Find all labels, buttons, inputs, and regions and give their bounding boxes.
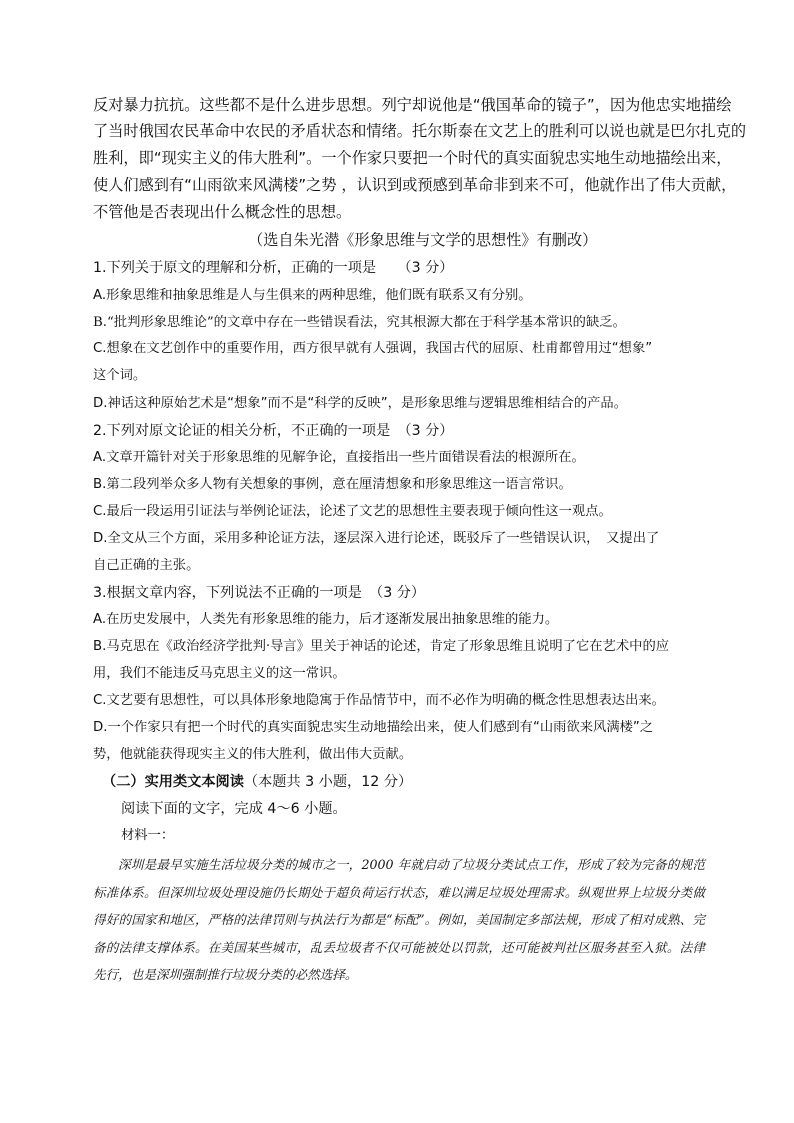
section-instruction: 阅读下面的文字，完成 4～6 小题。 bbox=[121, 801, 347, 817]
option-d: D.一个作家只有把一个时代的真实面貌忠实生动地描绘出来，使人们感到有“山雨欲来风满楼”之 bbox=[93, 720, 654, 735]
option-c: C.想象在文艺创作中的重要作用，西方很早就有人强调，我国古代的屈原、杜甫都曾用过“想象” bbox=[93, 341, 653, 356]
material-label: 材料一： bbox=[121, 828, 175, 843]
option-c: C.最后一段运用引证法与举例论证法，论述了文艺的思想性主要表现于倾向性这一观点。 bbox=[93, 504, 612, 519]
passage-line: 不管他是否表现出什么概念性的思想。 bbox=[93, 203, 352, 221]
material-paragraph bbox=[93, 851, 705, 989]
option-a: A.形象思维和抽象思维是人与生俱来的两种思维，他们既有联系又有分别。 bbox=[93, 288, 532, 303]
option-a: A.在历史发展中，人类先有形象思维的能力，后才逐渐发展出抽象思维的能力。 bbox=[93, 612, 559, 627]
option-b: B.“批判形象思维论”的文章中存在一些错误看法，究其根源大都在于科学基本常识的缺乏。 bbox=[93, 315, 626, 330]
option-d-cont: 势，他就能获得现实主义的伟大胜利，做出伟大贡献。 bbox=[93, 747, 413, 762]
option-a: A.文章开篇针对关于形象思维的见解争论，直接指出一些片面错误看法的根源所在。 bbox=[93, 450, 585, 465]
passage-line: 胜利，即“现实主义的伟大胜利”。一个作家只要把一个时代的真实面貌忠实地生动地描绘出来， bbox=[93, 149, 732, 167]
option-b: B.马克思在《政治经济学批判·导言》里关于神话的论述，肯定了形象思维且说明了它在艺术中的应 bbox=[93, 639, 670, 654]
question-stem: 1.下列关于原文的理解和分析，正确的一项是 （3 分） bbox=[93, 260, 454, 276]
option-d-cont: 自己正确的主张。 bbox=[93, 558, 200, 573]
passage-line: 反对暴力抗抗。这些都不是什么进步思想。列宁却说他是“俄国革命的镜子”，因为他忠实地描绘 bbox=[93, 96, 732, 114]
section-heading bbox=[102, 772, 412, 792]
passage-line: 使人们感到有“山雨欲来风满楼”之势 ，认识到或预感到革命非到来不可，他就作出了伟大贡献， bbox=[93, 176, 737, 194]
option-c: C.文艺要有思想性，可以具体形象地隐寓于作品情节中，而不必作为明确的概念性思想表达出来。 bbox=[93, 693, 665, 708]
option-d: D.神话这种原始艺术是“想象”而不是“科学的反映”，是形象思维与逻辑思维相结合的产品。 bbox=[93, 396, 628, 411]
question-stem: 2.下列对原文论证的相关分析，不正确的一项是 （3 分） bbox=[93, 423, 454, 439]
section-heading-note: （本题共 3 小题，12 分） bbox=[243, 774, 413, 790]
material-text: 深圳是最早实施生活垃圾分类的城市之一，2000 年就启动了垃圾分类试点工作，形成了较为完备的规范标准体系。但深圳垃圾处理设施仍长期处于超负荷运行状态，难以满足垃圾处理需求。纵观世界上垃圾分类做得好的国家和地区，严格的法律罚则与执法行为都是“标配”。例如，美国制定多部法规，形成了相对成熟、完备的法律支撑体系。在美国某些城市，乱丢垃圾者不仅可能被处以罚款，还可能被判社区服务甚至入狱。法律先行，也是深圳强制推行垃圾分类的必然选择。 bbox=[93, 857, 705, 982]
question-stem: 3.根据文章内容，下列说法不正确的一项是 （3 分） bbox=[93, 585, 426, 601]
section-heading-title: （二）实用类文本阅读 bbox=[102, 774, 244, 790]
option-b: B.第二段列举众多人物有关想象的事例，意在厘清想象和形象思维这一语言常识。 bbox=[93, 477, 572, 492]
option-b-cont: 用，我们不能违反马克思主义的这一常识。 bbox=[93, 666, 346, 681]
source-citation: （选自朱光潜《形象思维与文学的思想性》有删改） bbox=[248, 231, 598, 249]
passage-line: 了当时俄国农民革命中农民的矛盾状态和情绪。托尔斯泰在文艺上的胜利可以说也就是巴尔扎克的 bbox=[93, 122, 747, 140]
option-d: D.全文从三个方面，采用多种论证方法，逐层深入进行论述，既驳斥了一些错误认识， 又提出了 bbox=[93, 531, 660, 546]
option-c-cont: 这个词。 bbox=[93, 368, 147, 383]
